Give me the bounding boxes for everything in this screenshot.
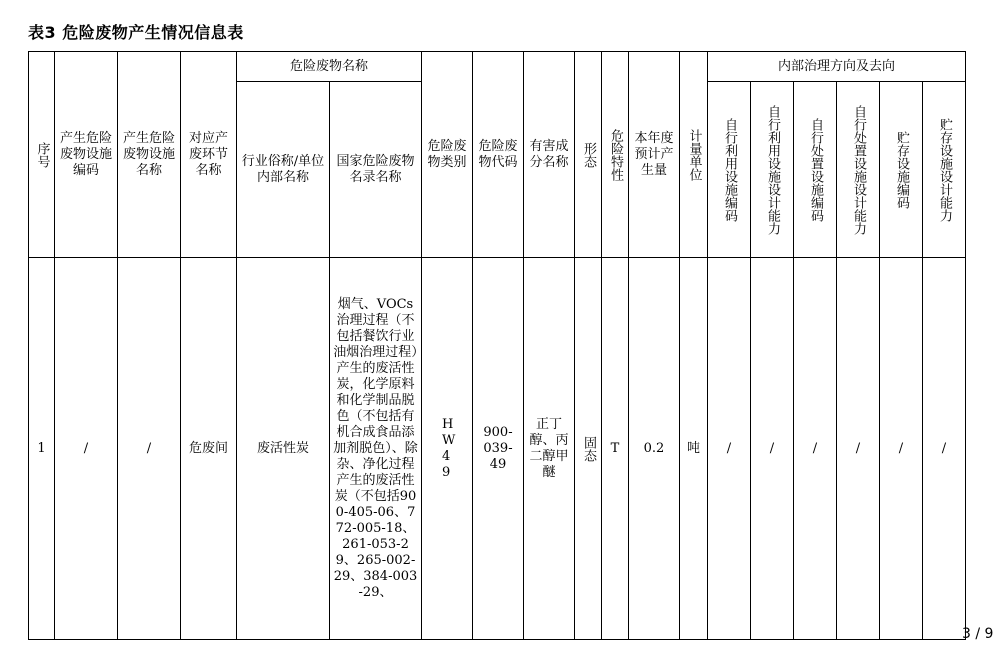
cell-industry-name: 废活性炭	[237, 258, 330, 640]
table-row	[29, 258, 966, 640]
header-category: 危险废物类别	[422, 52, 473, 258]
header-annual-amount: 本年度预计产生量	[629, 52, 680, 258]
header-self-disposal-capacity: 自行处置设施设计能力	[837, 82, 880, 258]
header-storage-code: 贮存设施编码	[880, 82, 923, 258]
cell-facility-name: /	[118, 258, 181, 640]
cell-facility-code: /	[55, 258, 118, 640]
cell-form: 固态	[575, 258, 602, 640]
header-facility-name: 产生危险废物设施名称	[118, 52, 181, 258]
header-process: 对应产废环节名称	[181, 52, 237, 258]
header-form: 形态	[575, 52, 602, 258]
cell-seq: 1	[29, 258, 55, 640]
cell-self-disposal-code: /	[794, 258, 837, 640]
cell-code: 900-039-49	[473, 258, 524, 640]
cell-hazard: T	[602, 258, 629, 640]
header-self-disposal-code: 自行处置设施编码	[794, 82, 837, 258]
header-seq: 序号	[29, 52, 55, 258]
header-self-use-capacity: 自行利用设施设计能力	[751, 82, 794, 258]
cell-storage-code: /	[880, 258, 923, 640]
cell-self-use-code: /	[708, 258, 751, 640]
header-harmful: 有害成分名称	[524, 52, 575, 258]
header-hazard: 危险特性	[602, 52, 629, 258]
cell-unit: 吨	[680, 258, 708, 640]
header-code: 危险废物代码	[473, 52, 524, 258]
header-self-use-code: 自行利用设施编码	[708, 82, 751, 258]
cell-category: HW49	[422, 258, 473, 640]
hazardous-waste-table	[28, 51, 966, 640]
document-title: 表3 危险废物产生情况信息表	[28, 23, 244, 42]
header-group-hw-name: 危险废物名称	[237, 52, 422, 82]
cell-national-name: 烟气、VOCs治理过程（不包括餐饮行业油烟治理过程）产生的废活性炭，化学原料和化学制品脱色（不包括有机合成食品添加剂脱色）、除杂、净化过程产生的废活性炭（不包括900-405-06、772-005-18、261-053-29、265-002-29、384-003-29、	[330, 258, 422, 640]
cell-self-disposal-capacity: /	[837, 258, 880, 640]
header-national-name: 国家危险废物名录名称	[330, 82, 422, 258]
header-group-internal: 内部治理方向及去向	[708, 52, 966, 82]
cell-self-use-capacity: /	[751, 258, 794, 640]
cell-storage-capacity: /	[923, 258, 966, 640]
header-facility-code: 产生危险废物设施编码	[55, 52, 118, 258]
page-number: 3 / 9	[962, 626, 994, 642]
cell-harmful: 正丁醇、丙二醇甲醚	[524, 258, 575, 640]
header-industry-name: 行业俗称/单位内部名称	[237, 82, 330, 258]
cell-process: 危废间	[181, 258, 237, 640]
cell-annual-amount: 0.2	[629, 258, 680, 640]
header-storage-capacity: 贮存设施设计能力	[923, 82, 966, 258]
header-unit: 计量单位	[680, 52, 708, 258]
